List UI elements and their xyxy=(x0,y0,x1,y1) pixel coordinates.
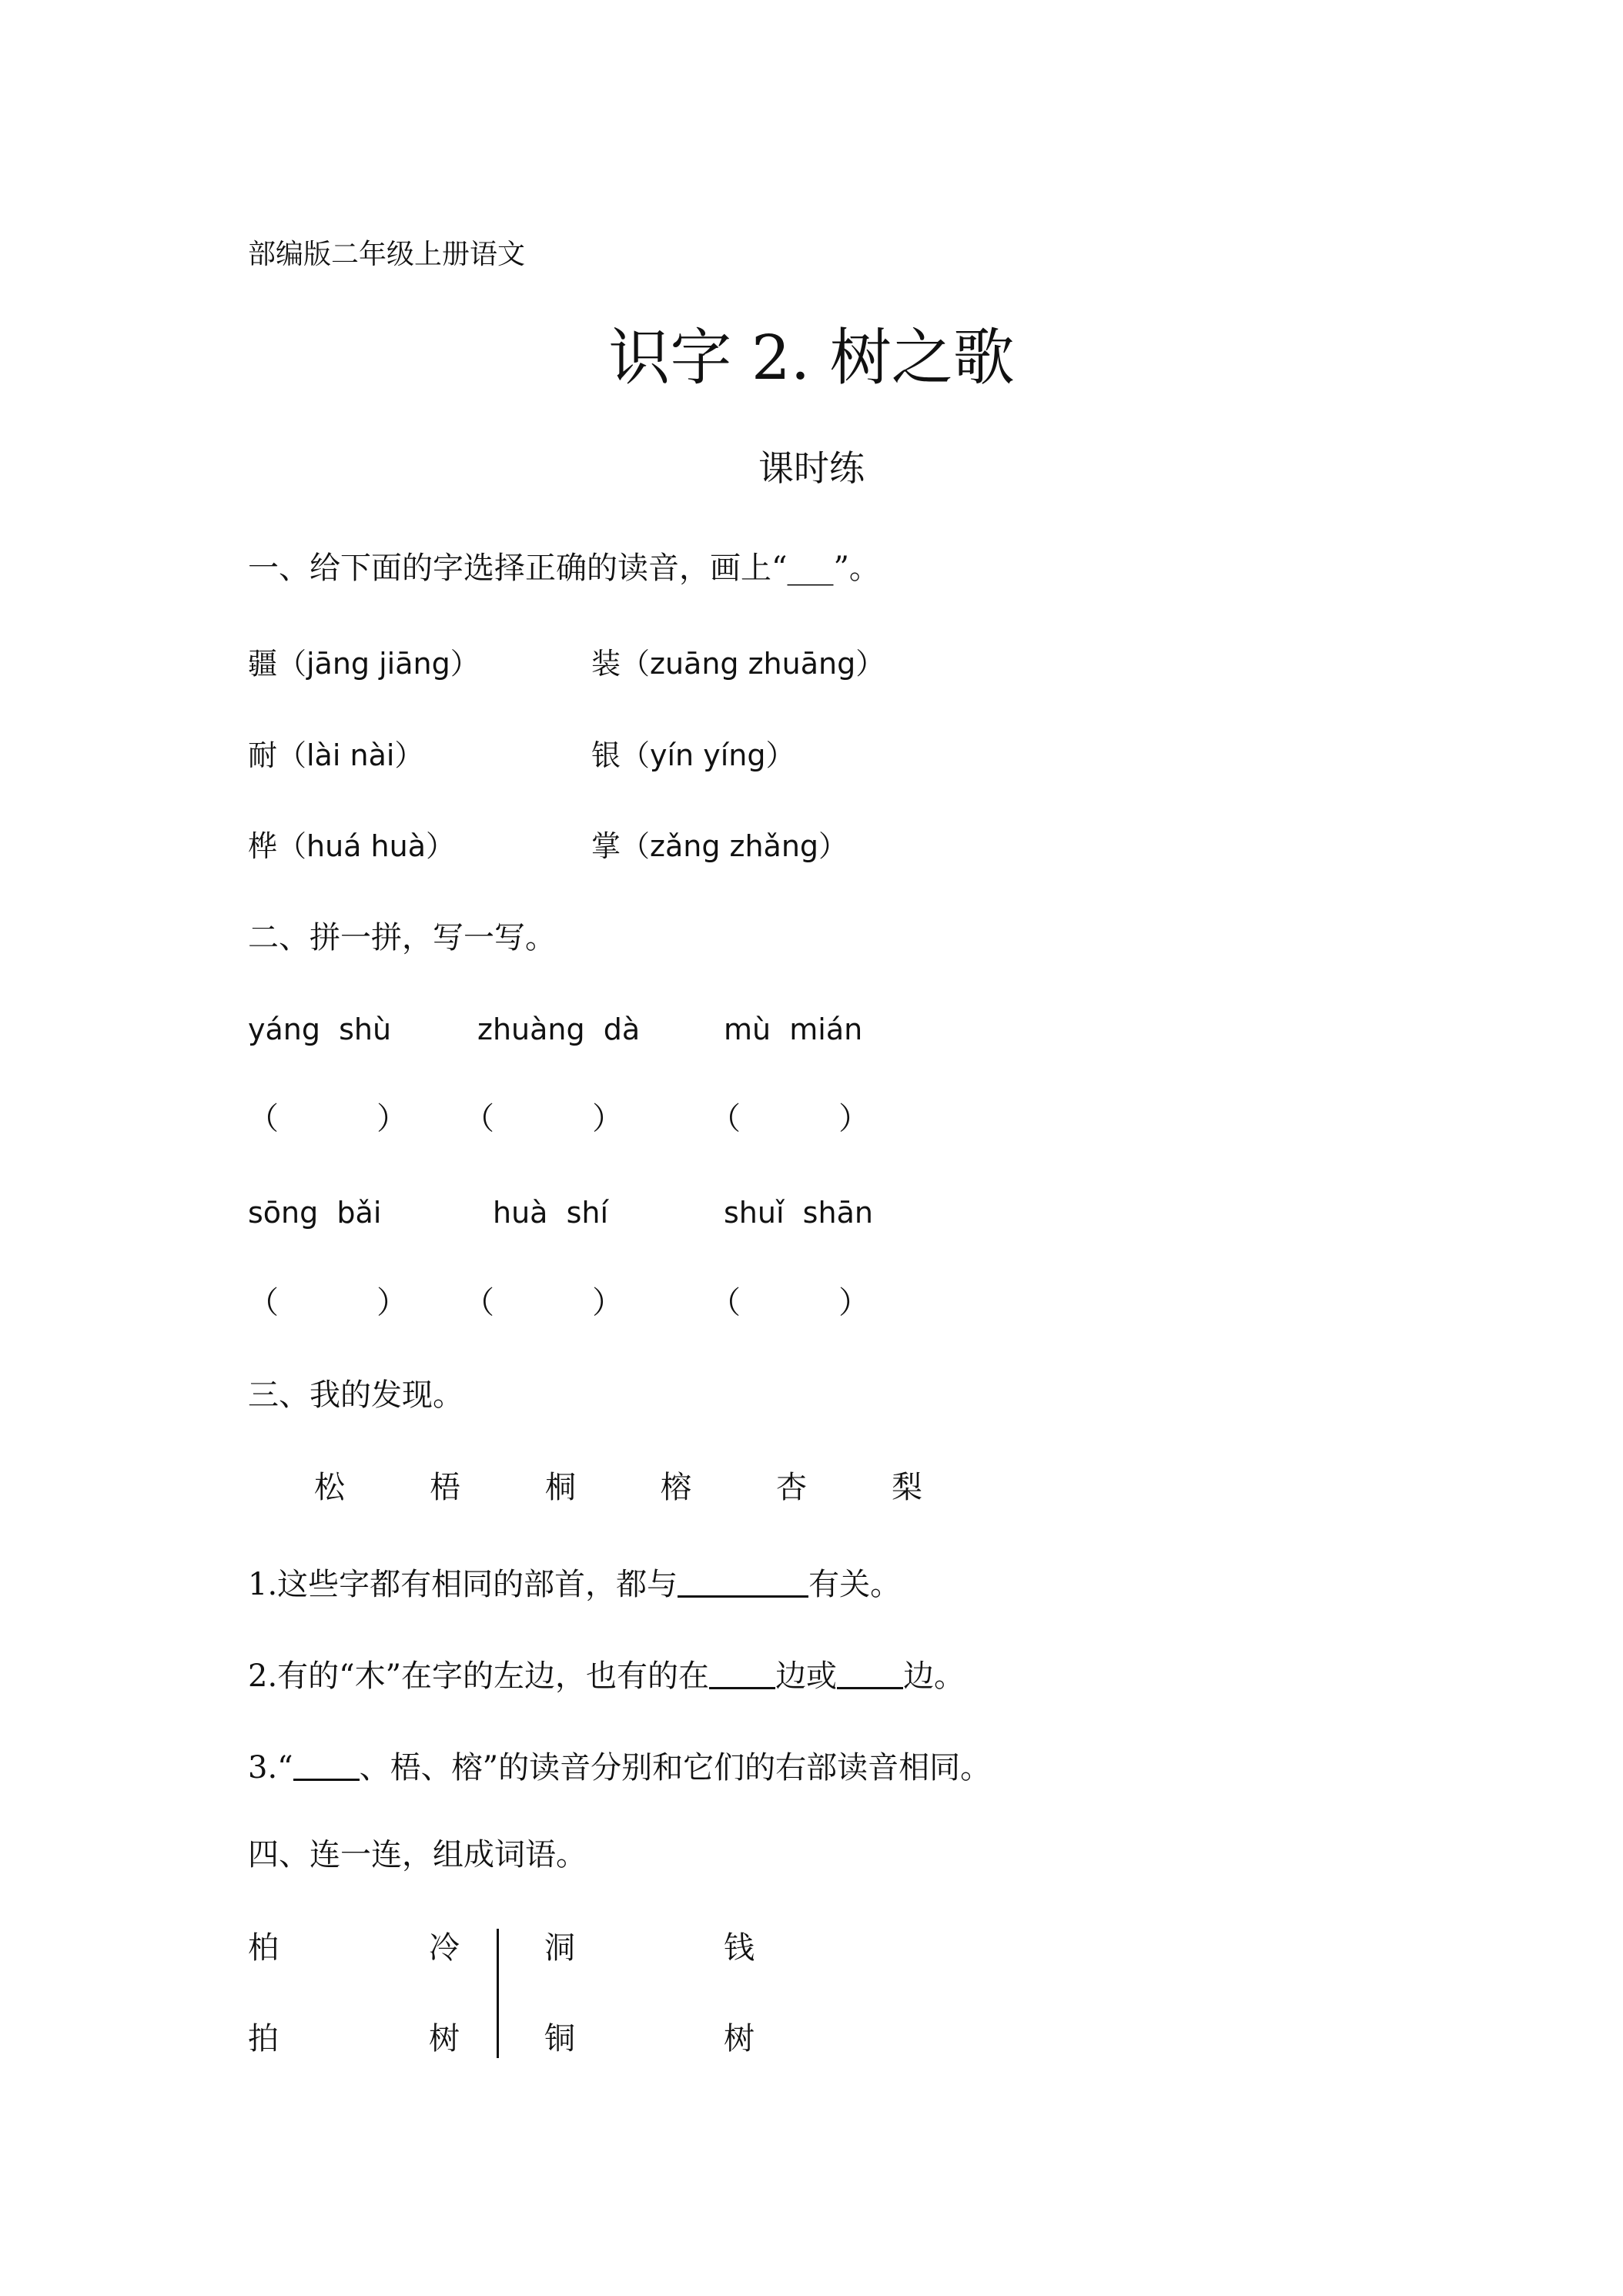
column-divider xyxy=(497,1929,499,2058)
answer-blank[interactable] xyxy=(837,1656,903,1689)
q2-heading: 二、拼一拼，写一写。 xyxy=(248,920,556,956)
q4-word-char[interactable]: 冷 xyxy=(429,1930,460,1966)
q1-option: 装（zuāng zhuāng） xyxy=(591,647,885,681)
q3-char: 梧 xyxy=(430,1470,460,1505)
q3-item-3-text: 、梧、榕”的读音分别和它们的右部读音相同。 xyxy=(359,1750,992,1786)
q3-item-1 xyxy=(248,1565,901,1600)
q4-word-char[interactable]: 钱 xyxy=(724,1930,755,1966)
q4-word-char[interactable]: 拍 xyxy=(248,2021,279,2057)
q1-option: 掌（zǎng zhǎng） xyxy=(591,829,848,863)
q1-option: 疆（jāng jiāng） xyxy=(248,647,480,681)
q2-answer-paren[interactable]: （ ） xyxy=(710,1101,870,1136)
q4-word-char[interactable]: 铜 xyxy=(544,2021,575,2057)
q3-char: 榕 xyxy=(661,1470,691,1505)
q2-answer-paren[interactable]: （ ） xyxy=(710,1285,870,1320)
q2-pinyin: zhuàng dà xyxy=(477,1012,641,1046)
q1-heading: 一、给下面的字选择正确的读音，画上“___”。 xyxy=(248,551,880,586)
q2-pinyin: huà shí xyxy=(493,1196,609,1230)
q1-option: 耐（lài nài） xyxy=(248,738,424,772)
document-header: 部编版二年级上册语文 xyxy=(248,239,526,270)
q3-item-3-text: 3.“ xyxy=(248,1750,293,1786)
q4-heading: 四、连一连，组成词语。 xyxy=(248,1837,587,1873)
page-title: 识字 2. 树之歌 xyxy=(608,322,1015,393)
q3-item-2-text: 边。 xyxy=(903,1658,965,1694)
page-subtitle: 课时练 xyxy=(758,447,865,489)
q3-char: 梨 xyxy=(892,1470,922,1505)
q3-char: 桐 xyxy=(545,1470,576,1505)
q4-word-char[interactable]: 柏 xyxy=(248,1930,279,1966)
q3-heading: 三、我的发现。 xyxy=(248,1377,463,1413)
answer-blank[interactable] xyxy=(709,1656,775,1689)
q1-option: 桦（huá huà） xyxy=(248,829,455,863)
answer-blank[interactable] xyxy=(293,1748,360,1781)
q2-pinyin: yáng shù xyxy=(248,1012,392,1046)
q3-item-1-text: 1.这些字都有相同的部首，都与 xyxy=(248,1567,678,1602)
q3-item-1-text: 有关。 xyxy=(808,1567,902,1602)
q3-item-2-text: 2.有的“木”在字的左边，也有的在 xyxy=(248,1658,710,1694)
q3-item-2-text: 边或 xyxy=(775,1658,838,1694)
q2-answer-paren[interactable]: （ ） xyxy=(248,1101,408,1136)
q2-pinyin: sōng bǎi xyxy=(248,1196,382,1230)
q2-answer-paren[interactable]: （ ） xyxy=(463,1285,624,1320)
q4-word-char[interactable]: 树 xyxy=(429,2021,460,2057)
q3-item-2 xyxy=(248,1656,965,1692)
q3-char: 杏 xyxy=(776,1470,807,1505)
q2-pinyin: mù mián xyxy=(724,1012,863,1046)
q3-char: 松 xyxy=(314,1470,345,1505)
q2-answer-paren[interactable]: （ ） xyxy=(463,1101,624,1136)
q4-word-char[interactable]: 树 xyxy=(724,2021,755,2057)
q2-pinyin: shuǐ shān xyxy=(724,1196,873,1230)
answer-blank[interactable] xyxy=(678,1565,808,1598)
q3-item-3 xyxy=(248,1748,992,1786)
q2-answer-paren[interactable]: （ ） xyxy=(248,1285,408,1320)
q1-option: 银（yín yíng） xyxy=(591,738,795,772)
q4-word-char[interactable]: 洞 xyxy=(544,1930,575,1966)
